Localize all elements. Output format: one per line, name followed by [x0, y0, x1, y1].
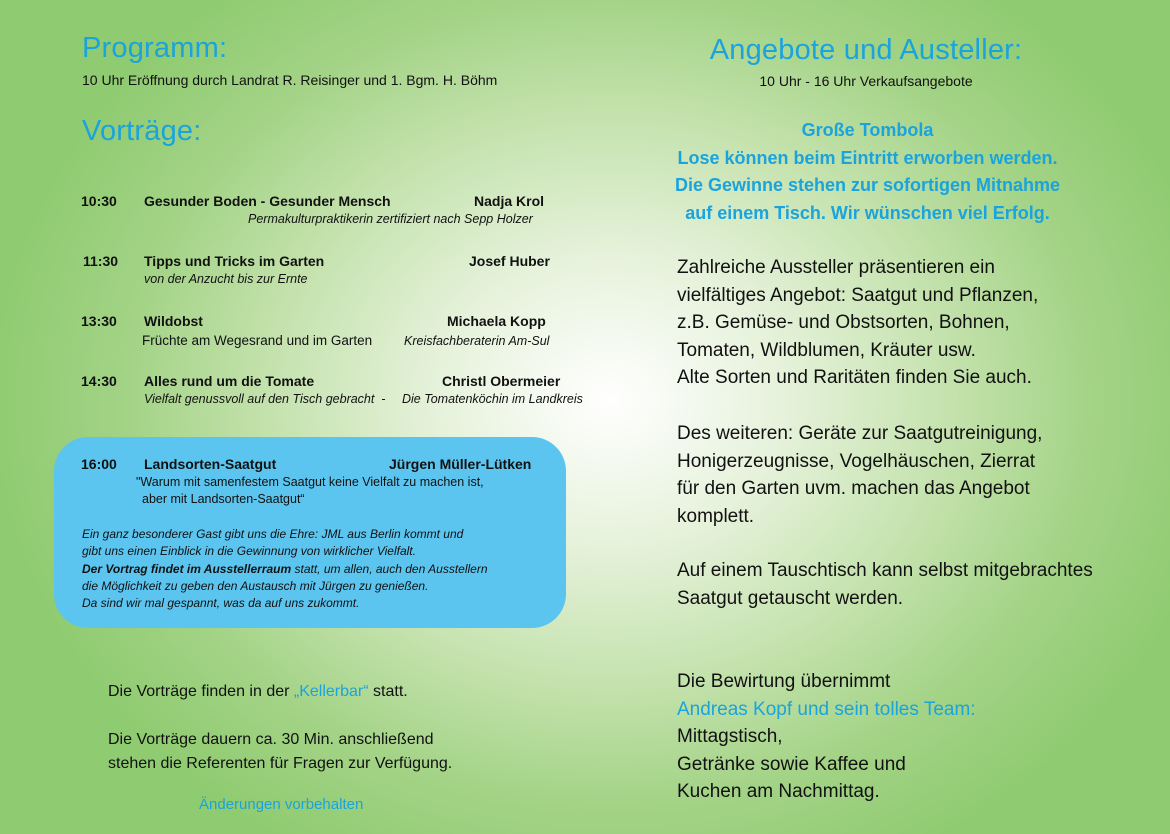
tombola-line: Die Gewinne stehen zur sofortigen Mitnahme	[674, 175, 1061, 195]
more-offers-line: Des weiteren: Geräte zur Saatgutreinigung,	[677, 423, 1043, 444]
special-desc-line: Ein ganz besonderer Gast gibt uns die Ehre: JML aus Berlin kommt und	[82, 527, 464, 541]
talk-subtitle: Vielfalt genussvoll auf den Tisch gebracht -	[144, 392, 386, 406]
more-offers-line: Honigerzeugnisse, Vogelhäuschen, Zierrat	[677, 450, 1036, 472]
catering-block	[677, 668, 976, 806]
talk-speaker: Nadja Krol	[474, 193, 545, 209]
more-offers-line: für den Garten uvm. machen das Angebot	[677, 478, 1030, 499]
talk-speaker: Christl Obermeier	[442, 373, 561, 389]
special-speaker: Jürgen Müller-Lütken	[389, 456, 532, 472]
talk-speaker-note: Die Tomatenköchin im Landkreis	[402, 392, 583, 406]
disclaimer: Änderungen vorbehalten	[199, 796, 364, 813]
swap-line: Auf einem Tauschtisch kann selbst mitgebrachtes	[677, 560, 1093, 581]
catering-intro: Die Bewirtung übernimmt	[677, 671, 891, 692]
duration-line: stehen die Referenten für Fragen zur Verfügung.	[108, 755, 453, 772]
exhibitors-line: Alte Sorten und Raritäten finden Sie auch.	[677, 367, 1032, 388]
swap-table-block	[677, 557, 1093, 612]
talk-speaker: Josef Huber	[469, 253, 550, 269]
special-desc-line: gibt uns einen Einblick in die Gewinnung von wirklicher Vielfalt.	[82, 544, 416, 559]
sales-hours: 10 Uhr - 16 Uhr Verkaufsangebote	[759, 73, 973, 89]
special-quote-line2: aber mit Landsorten-Saatgut“	[142, 492, 305, 506]
swap-line: Saatgut getauscht werden.	[677, 587, 904, 609]
exhibitors-line: Tomaten, Wildblumen, Kräuter usw.	[677, 339, 976, 361]
special-location-rest: statt, um allen, auch den Ausstellern	[291, 561, 488, 576]
talks-heading: Vorträge:	[82, 115, 202, 147]
special-desc-line: Da sind wir mal gespannt, was da auf uns zukommt.	[82, 596, 360, 611]
talk-speaker-note: Permakulturpraktikerin zertifiziert nach Sepp Holzer	[248, 212, 533, 226]
special-location-bold: Der Vortrag findet im Ausstellerraum	[82, 561, 292, 576]
special-description	[82, 526, 552, 612]
exhibitors-line: vielfältiges Angebot: Saatgut und Pflanzen,	[677, 284, 1039, 306]
talk-time: 11:30	[83, 253, 119, 269]
talk-time: 13:30	[81, 313, 117, 329]
talk-title: Gesunder Boden - Gesunder Mensch	[144, 193, 391, 209]
offers-heading: Angebote und Austeller:	[709, 34, 1023, 66]
exhibitors-line: Zahlreiche Aussteller präsentieren ein	[677, 257, 995, 278]
program-heading: Programm:	[82, 32, 228, 64]
catering-item: Getränke sowie Kaffee und	[677, 753, 906, 775]
catering-team: Andreas Kopf und sein tolles Team:	[677, 698, 976, 720]
talk-subtitle: Früchte am Wegesrand und im Garten	[142, 333, 373, 348]
more-offers-block	[677, 420, 1042, 530]
duration-note	[108, 728, 452, 776]
talk-speaker-note: Kreisfachberaterin Am-Sul	[404, 334, 550, 348]
talk-time: 10:30	[81, 193, 117, 209]
talk-title: Alles rund um die Tomate	[144, 373, 315, 389]
duration-line: Die Vorträge dauern ca. 30 Min. anschließend	[108, 731, 434, 748]
talk-time: 14:30	[81, 373, 117, 389]
talk-speaker: Michaela Kopp	[447, 313, 546, 329]
venue-suffix: statt.	[368, 683, 408, 700]
exhibitors-block	[677, 254, 1038, 392]
exhibitors-line: z.B. Gemüse- und Obstsorten, Bohnen,	[677, 312, 1010, 333]
tombola-line: auf einem Tisch. Wir wünschen viel Erfolg.	[685, 202, 1050, 223]
talk-subtitle: von der Anzucht bis zur Ernte	[144, 272, 308, 286]
talk-title: Tipps und Tricks im Garten	[144, 253, 325, 269]
catering-item: Mittagstisch,	[677, 726, 783, 747]
talk-title: Wildobst	[144, 313, 203, 329]
special-desc-line: die Möglichkeit zu geben den Austausch mit Jürgen zu genießen.	[82, 578, 429, 593]
special-title: Landsorten-Saatgut	[144, 456, 277, 472]
tombola-title: Große Tombola	[801, 120, 934, 140]
venue-prefix: Die Vorträge finden in der	[108, 683, 294, 700]
tombola-line: Lose können beim Eintritt erworben werden.	[677, 147, 1058, 168]
catering-item: Kuchen am Nachmittag.	[677, 781, 880, 802]
venue-note	[108, 680, 408, 704]
more-offers-line: komplett.	[677, 505, 755, 527]
venue-name: „Kellerbar“	[293, 683, 369, 700]
tombola-block	[620, 117, 1115, 227]
special-time: 16:00	[81, 456, 117, 472]
opening-line: 10 Uhr Eröffnung durch Landrat R. Reisinger und 1. Bgm. H. Böhm	[82, 72, 498, 88]
special-quote-line1: "Warum mit samenfestem Saatgut keine Vielfalt zu machen ist,	[136, 475, 484, 489]
special-desc-line	[82, 561, 552, 578]
